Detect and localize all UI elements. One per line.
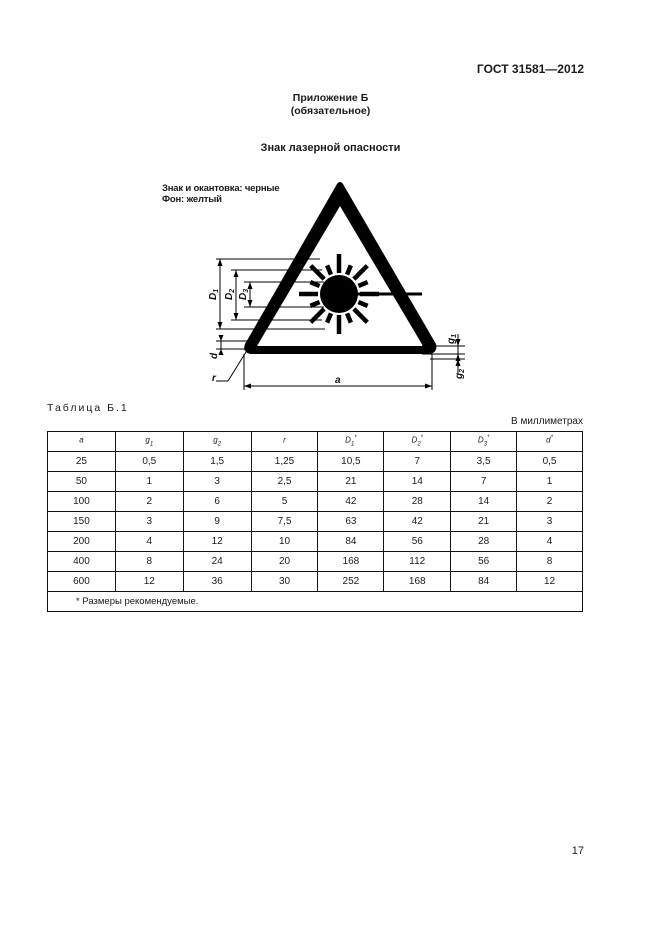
dim-label-D2: $D_2$ bbox=[224, 288, 236, 300]
table-cell: 2 bbox=[115, 492, 183, 512]
table-cell: 10 bbox=[251, 532, 318, 552]
table-cell: 10,5 bbox=[318, 452, 384, 472]
table-row bbox=[48, 452, 583, 472]
table-cell: 56 bbox=[451, 552, 517, 572]
table-cell: 5 bbox=[251, 492, 318, 512]
table-cell: 12 bbox=[517, 572, 583, 592]
header-cell: $g_2$ bbox=[183, 432, 251, 452]
table-cell: 14 bbox=[451, 492, 517, 512]
table-cell: 21 bbox=[318, 472, 384, 492]
table-cell: 3 bbox=[517, 512, 583, 532]
table-cell: 20 bbox=[251, 552, 318, 572]
dimensions-table bbox=[47, 431, 583, 612]
table-cell: 200 bbox=[48, 532, 116, 552]
table-row bbox=[48, 492, 583, 512]
table-cell: 21 bbox=[451, 512, 517, 532]
table-footnote-row bbox=[48, 592, 583, 612]
table-cell: 9 bbox=[183, 512, 251, 532]
table-cell: 1,25 bbox=[251, 452, 318, 472]
table-cell: 112 bbox=[384, 552, 451, 572]
table-cell: 50 bbox=[48, 472, 116, 492]
table-cell: 400 bbox=[48, 552, 116, 572]
table-cell: 2,5 bbox=[251, 472, 318, 492]
table-cell: 7,5 bbox=[251, 512, 318, 532]
table-cell: 36 bbox=[183, 572, 251, 592]
laser-warning-sign-drawing bbox=[200, 176, 480, 396]
table-cell: 0,5 bbox=[517, 452, 583, 472]
table-cell: 600 bbox=[48, 572, 116, 592]
header-cell: r bbox=[251, 432, 318, 452]
table-cell: 14 bbox=[384, 472, 451, 492]
table-cell: 100 bbox=[48, 492, 116, 512]
dim-label-r: r bbox=[212, 373, 216, 384]
appendix-title: Приложение Б bbox=[292, 92, 369, 104]
table-row bbox=[48, 572, 583, 592]
dim-label-D3: $D_3$ bbox=[238, 288, 250, 300]
table-cell: 1 bbox=[115, 472, 183, 492]
table-cell: 0,5 bbox=[115, 452, 183, 472]
table-row bbox=[48, 532, 583, 552]
figure-title: Знак лазерной опасности bbox=[260, 142, 401, 154]
figure-note-sign-color: Знак и окантовка: черные bbox=[162, 183, 280, 194]
table-units: В миллиметрах bbox=[511, 416, 583, 427]
table-cell: 3,5 bbox=[451, 452, 517, 472]
table-cell: 24 bbox=[183, 552, 251, 572]
table-cell: 28 bbox=[384, 492, 451, 512]
header-cell: $g_1$ bbox=[115, 432, 183, 452]
dim-label-D1: $D_1$ bbox=[208, 288, 220, 300]
table-cell: 7 bbox=[451, 472, 517, 492]
table-cell: 25 bbox=[48, 452, 116, 472]
table-cell: 28 bbox=[451, 532, 517, 552]
header-cell: $D_3^*$ bbox=[451, 432, 517, 452]
table-cell: 84 bbox=[318, 532, 384, 552]
table-cell: 84 bbox=[451, 572, 517, 592]
table-cell: 252 bbox=[318, 572, 384, 592]
table-cell: 150 bbox=[48, 512, 116, 532]
table-cell: 8 bbox=[115, 552, 183, 572]
figure-note-background-color: Фон: желтый bbox=[162, 194, 222, 205]
table-cell: 63 bbox=[318, 512, 384, 532]
table-cell: 4 bbox=[517, 532, 583, 552]
header-cell: $D_1^*$ bbox=[318, 432, 384, 452]
table-caption: Таблица Б.1 bbox=[47, 402, 129, 414]
table-cell: 6 bbox=[183, 492, 251, 512]
table-cell: 42 bbox=[318, 492, 384, 512]
table-cell: 1 bbox=[517, 472, 583, 492]
table-row bbox=[48, 552, 583, 572]
table-cell: 56 bbox=[384, 532, 451, 552]
header-cell: $D_2^*$ bbox=[384, 432, 451, 452]
table-cell: 3 bbox=[115, 512, 183, 532]
table-footnote: * Размеры рекомендуемые. bbox=[48, 592, 583, 612]
appendix-status: (обязательное) bbox=[290, 105, 371, 117]
page-number: 17 bbox=[571, 845, 584, 857]
dim-label-g2: $g_2$ bbox=[454, 368, 466, 379]
table-cell: 168 bbox=[384, 572, 451, 592]
table-cell: 3 bbox=[183, 472, 251, 492]
header-cell: d* bbox=[517, 432, 583, 452]
dim-label-g1: $g_1$ bbox=[446, 333, 458, 344]
dim-label-d: d bbox=[209, 352, 220, 359]
table-cell: 12 bbox=[115, 572, 183, 592]
table-cell: 30 bbox=[251, 572, 318, 592]
dim-label-a: a bbox=[335, 375, 341, 386]
table-cell: 12 bbox=[183, 532, 251, 552]
table-cell: 7 bbox=[384, 452, 451, 472]
table-cell: 8 bbox=[517, 552, 583, 572]
table-row bbox=[48, 512, 583, 532]
table-header-row bbox=[48, 432, 583, 452]
table-cell: 1,5 bbox=[183, 452, 251, 472]
header-cell: a bbox=[48, 432, 116, 452]
standard-number: ГОСТ 31581—2012 bbox=[476, 62, 584, 76]
table-cell: 168 bbox=[318, 552, 384, 572]
table-cell: 2 bbox=[517, 492, 583, 512]
table-cell: 4 bbox=[115, 532, 183, 552]
table-cell: 42 bbox=[384, 512, 451, 532]
table-row bbox=[48, 472, 583, 492]
